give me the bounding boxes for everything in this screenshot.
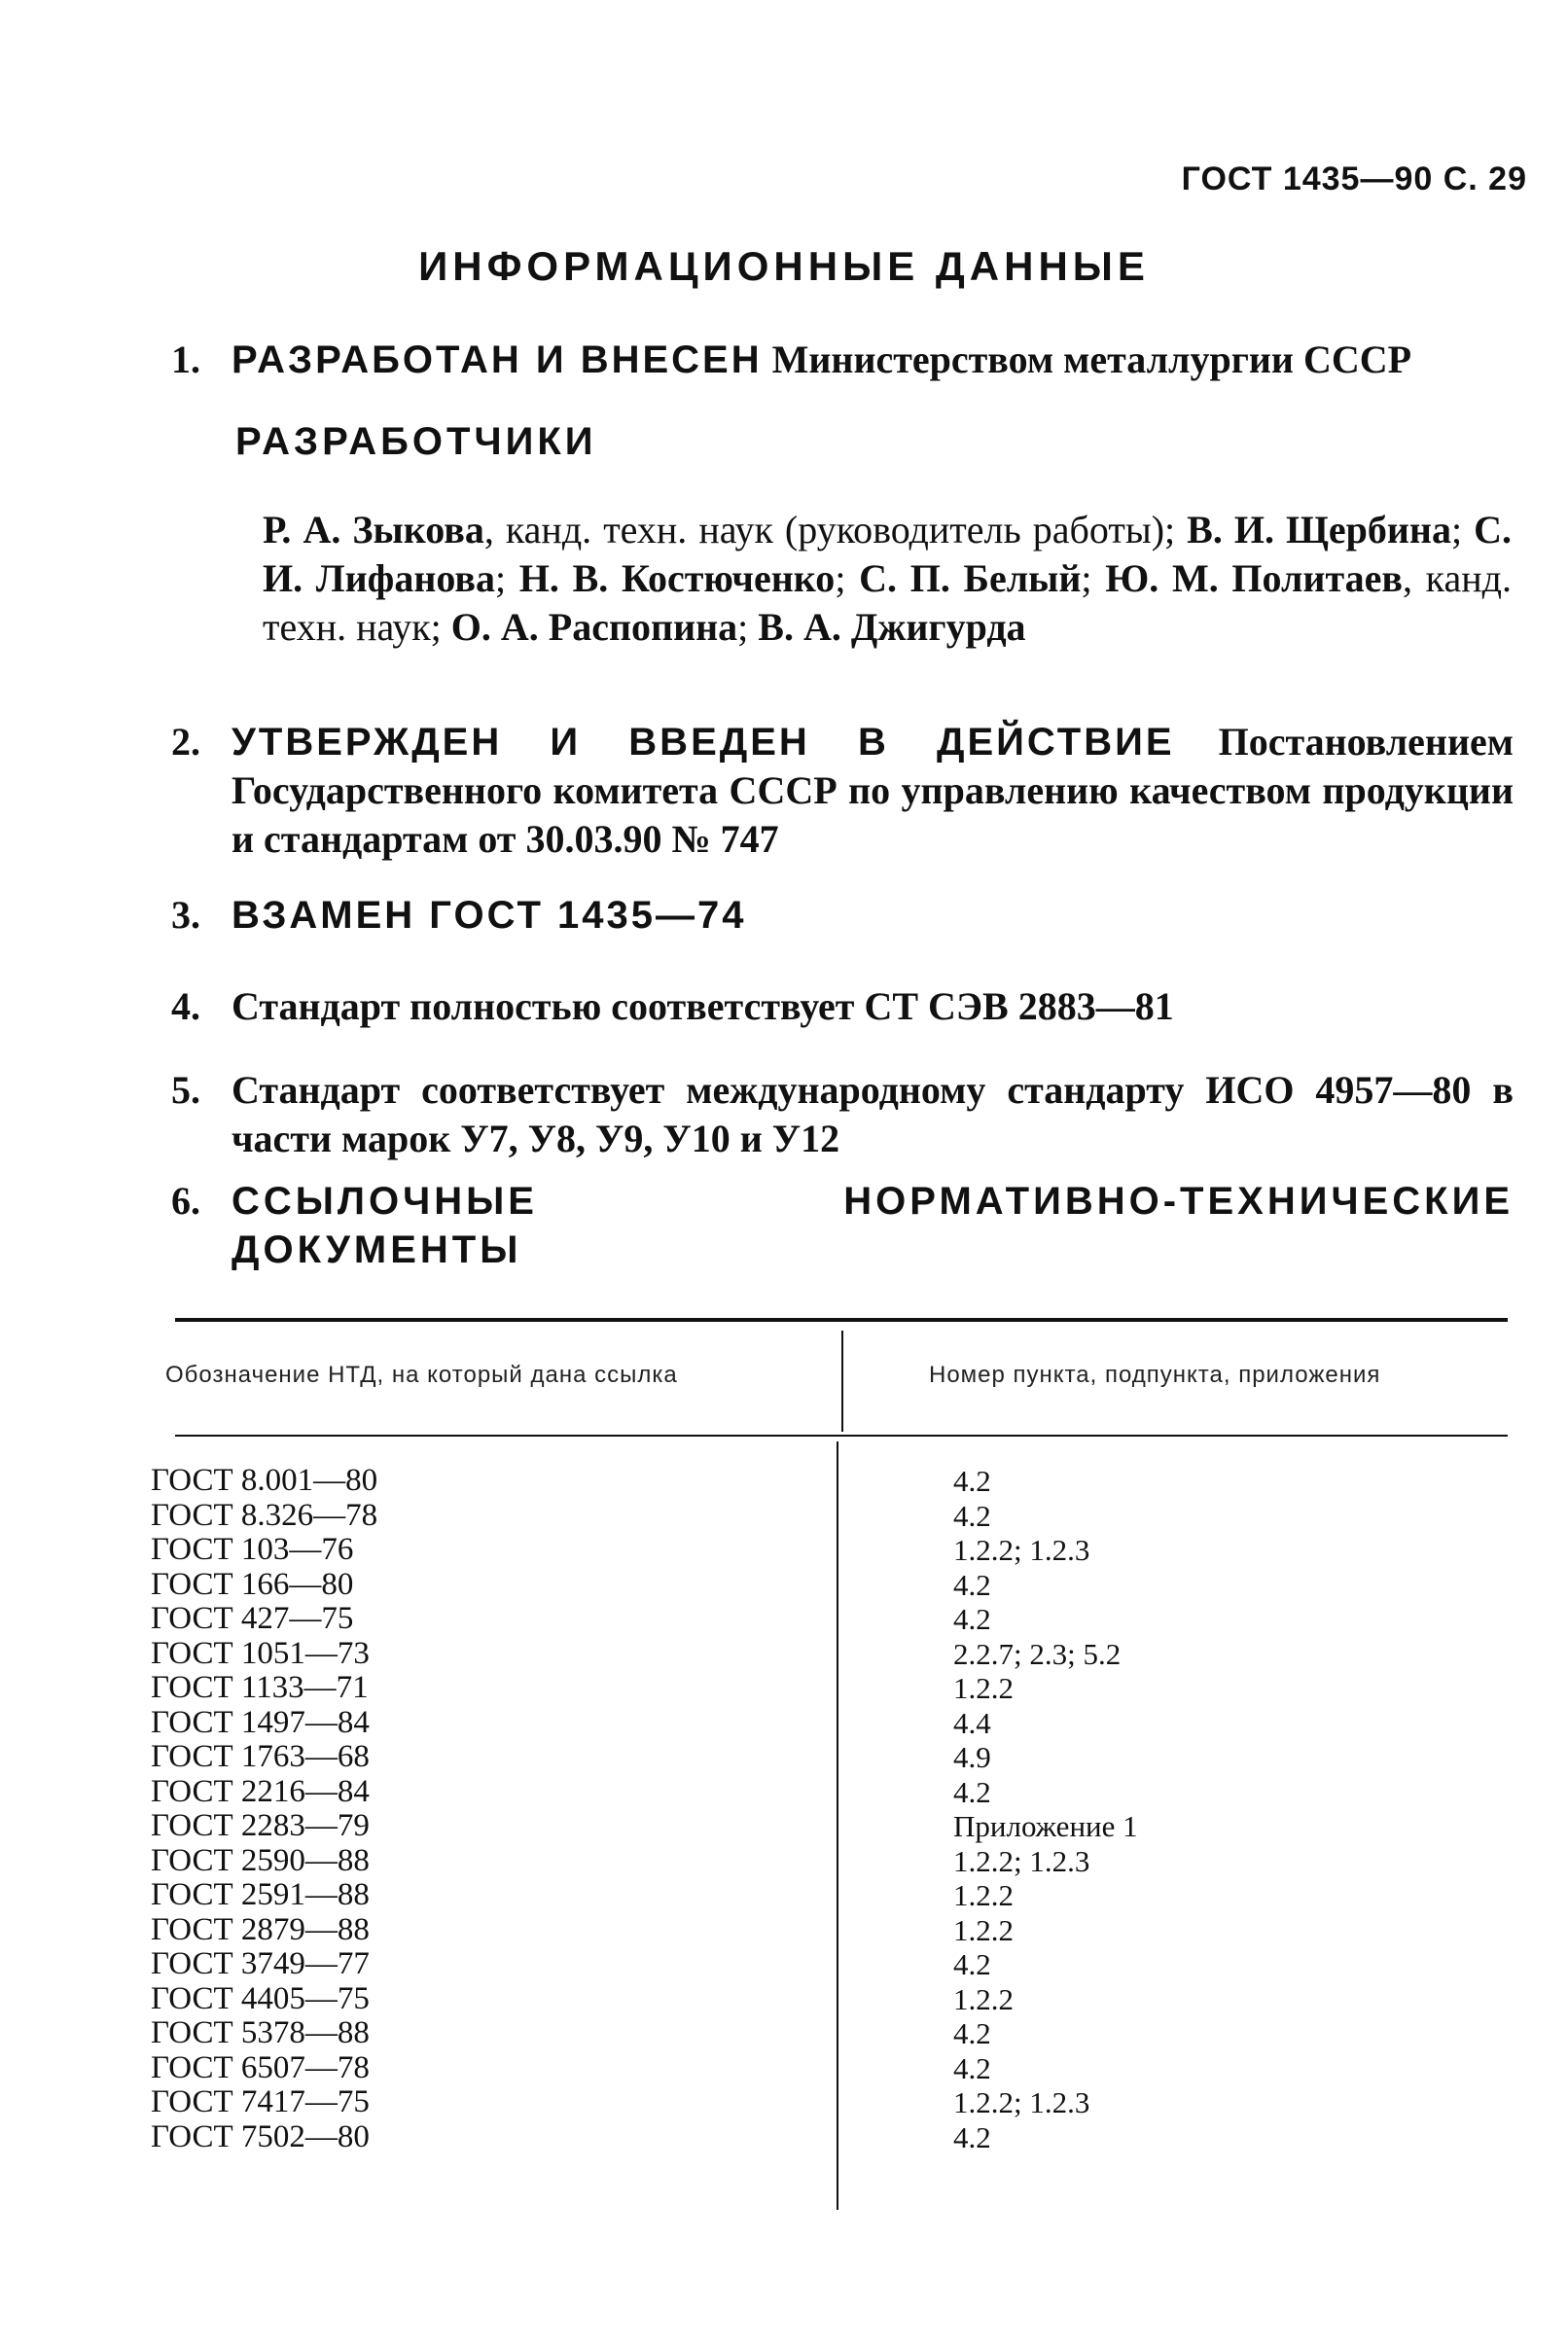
table-cell-doc: ГОСТ 1763—68 — [151, 1739, 370, 1774]
table-cell-doc: ГОСТ 103—76 — [151, 1532, 354, 1567]
info-item-2 — [171, 718, 1514, 864]
table-cell-doc: ГОСТ 2590—88 — [151, 1842, 370, 1878]
info-item-5 — [171, 1066, 1514, 1163]
developer-name: В. А. Джигурда — [758, 605, 1026, 649]
developer-name: Ю. М. Политаев — [1105, 556, 1403, 600]
table-col1-header: Обозначение НТД, на который дана ссылка — [165, 1362, 678, 1388]
table-cell-ref: 4.2 — [953, 2119, 991, 2154]
table-cell-ref: 4.2 — [953, 2050, 991, 2085]
table-cell-ref: 1.2.2 — [953, 1878, 1014, 1912]
developer-note: ; — [1081, 556, 1106, 600]
table-cell-doc: ГОСТ 4405—75 — [151, 1980, 370, 2016]
table-cell-ref: 4.9 — [953, 1740, 991, 1774]
table-cell-ref: 1.2.2; 1.2.3 — [953, 2085, 1090, 2119]
table-cell-doc: ГОСТ 1051—73 — [151, 1635, 370, 1671]
table-cell-ref: 4.2 — [953, 1498, 991, 1533]
developer-name: С. П. Белый — [859, 556, 1082, 600]
item-number: 2. — [171, 720, 200, 764]
developer-name: Р. А. Зыкова — [263, 508, 484, 551]
table-top-rule — [175, 1318, 1508, 1322]
table-cell-doc: ГОСТ 1133—71 — [151, 1670, 369, 1705]
developer-note: ; — [494, 556, 519, 600]
table-cell-doc: ГОСТ 2879—88 — [151, 1911, 370, 1947]
table-cell-ref: 4.2 — [953, 1464, 991, 1498]
developer-note: ; — [737, 605, 759, 649]
table-cell-doc: ГОСТ 8.001—80 — [151, 1463, 378, 1498]
item-number: 5. — [171, 1068, 200, 1112]
item-lead: ССЫЛОЧНЫЕ НОРМАТИВНО-ТЕХНИЧЕСКИЕ ДОКУМЕНТЫ — [232, 1180, 1514, 1271]
table-cell-ref: 1.2.2; 1.2.3 — [953, 1843, 1090, 1878]
table-col2-header: Номер пункта, подпункта, приложения — [929, 1362, 1381, 1388]
page-title: ИНФОРМАЦИОННЫЕ ДАННЫЕ — [418, 243, 1150, 289]
item-text: Стандарт полностью соответствует СТ СЭВ 2883—81 — [232, 984, 1174, 1028]
item-lead: РАЗРАБОТАН И ВНЕСЕН — [232, 338, 763, 381]
table-cell-ref: 4.2 — [953, 1947, 991, 1981]
info-item-3 — [171, 891, 1514, 940]
table-cell-ref: Приложение 1 — [953, 1809, 1138, 1843]
table-cell-doc: ГОСТ 2283—79 — [151, 1808, 370, 1843]
developer-note: ; — [1450, 508, 1475, 551]
table-cell-doc: ГОСТ 2591—88 — [151, 1877, 370, 1912]
table-cell-doc: ГОСТ 166—80 — [151, 1566, 354, 1602]
table-cell-ref: 2.2.7; 2.3; 5.2 — [953, 1636, 1122, 1671]
table-cell-ref: 4.4 — [953, 1705, 991, 1740]
item-text: Постановлением Государственного комитета СССР по управлению качеством продукции и стандартам от 30.03.90 № 747 — [232, 720, 1514, 861]
table-cell-ref: 4.2 — [953, 1774, 991, 1809]
table-cell-ref: 1.2.2 — [953, 1671, 1014, 1705]
info-item-1 — [171, 336, 1514, 384]
table-cell-doc: ГОСТ 1497—84 — [151, 1704, 370, 1740]
developer-name: С. И. Лифанова — [263, 508, 1513, 600]
developer-note: , канд. техн. наук (руководитель работы); — [483, 508, 1188, 551]
table-cell-ref: 4.2 — [953, 1567, 991, 1602]
developer-note: , канд. техн. наук; — [263, 556, 1512, 649]
item-text: Министерством металлургии СССР — [771, 338, 1412, 381]
info-item-4 — [171, 982, 1514, 1031]
item-number: 1. — [171, 338, 200, 381]
item-lead: ВЗАМЕН ГОСТ 1435—74 — [232, 894, 747, 937]
table-cell-ref: 1.2.2; 1.2.3 — [953, 1533, 1090, 1567]
developers-list — [263, 506, 1512, 652]
table-header-divider — [841, 1331, 843, 1432]
item-number: 4. — [171, 984, 200, 1028]
table-cell-doc: ГОСТ 7502—80 — [151, 2118, 370, 2154]
item-number: 3. — [171, 893, 200, 937]
table-column-divider — [837, 1441, 838, 2210]
developers-heading: РАЗРАБОТЧИКИ — [235, 420, 597, 463]
table-cell-doc: ГОСТ 2216—84 — [151, 1773, 370, 1809]
developer-name: В. И. Щербина — [1187, 508, 1451, 551]
table-header-rule — [175, 1435, 1508, 1437]
table-cell-doc: ГОСТ 427—75 — [151, 1601, 354, 1636]
info-item-6 — [171, 1177, 1514, 1274]
table-cell-ref: 4.2 — [953, 1602, 991, 1636]
table-col-doc — [151, 1464, 377, 2154]
table-cell-doc: ГОСТ 6507—78 — [151, 2049, 370, 2085]
table-cell-ref: 1.2.2 — [953, 1981, 1014, 2016]
table-cell-ref: 1.2.2 — [953, 1912, 1014, 1947]
table-cell-doc: ГОСТ 7417—75 — [151, 2084, 370, 2119]
item-number: 6. — [171, 1179, 200, 1223]
table-cell-ref: 4.2 — [953, 2016, 991, 2050]
developer-note: ; — [835, 556, 860, 600]
item-text: Стандарт соответствует международному стандарту ИСО 4957—80 в части марок У7, У8, У9, У10 и У12 — [232, 1068, 1514, 1160]
table-cell-doc: ГОСТ 5378—88 — [151, 2015, 370, 2050]
page-header: ГОСТ 1435—90 С. 29 — [1181, 160, 1527, 197]
table-cell-doc: ГОСТ 3749—77 — [151, 1946, 370, 1981]
table-col-ref — [953, 1464, 1138, 2154]
developer-name: Н. В. Костюченко — [518, 556, 836, 600]
table-cell-doc: ГОСТ 8.326—78 — [151, 1497, 378, 1533]
developer-name: О. А. Распопина — [450, 605, 738, 649]
item-lead: УТВЕРЖДЕН И ВВЕДЕН В ДЕЙСТВИЕ — [232, 721, 1175, 764]
